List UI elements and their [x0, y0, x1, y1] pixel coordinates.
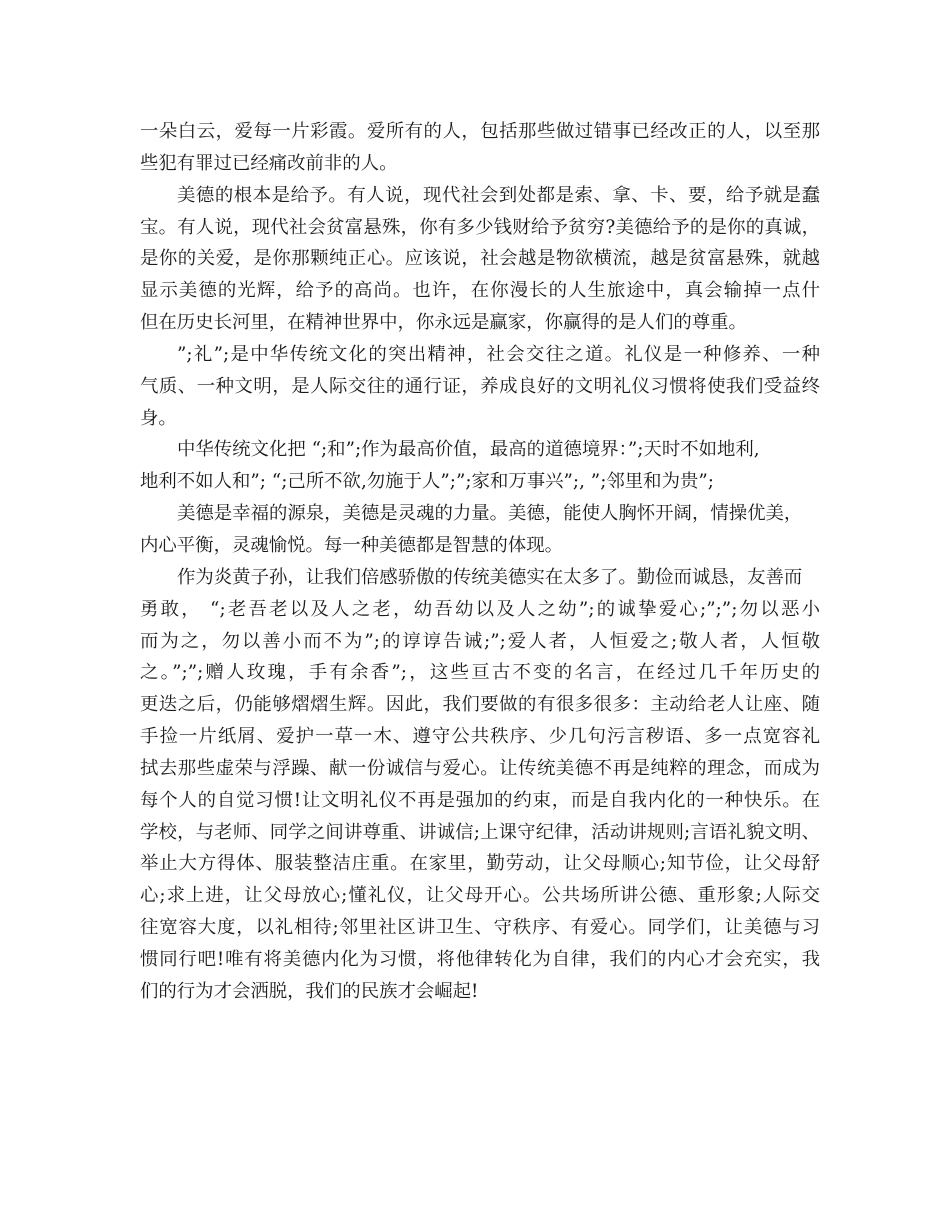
- document-body: [140, 116, 820, 1008]
- text-line: 中华传统文化把 “;和”;作为最高价值，最高的道德境界：”;天时不如地利,: [177, 439, 760, 461]
- text-line: ”;礼”;是中华传统文化的突出精神，社会交往之道。礼仪是一种修养、一种: [177, 343, 820, 365]
- text-line: 内心平衡，灵魂愉悦。每一种美德都是智慧的体现。: [140, 534, 563, 556]
- text-line: 但在历史长河里，在精神世界中，你永远是赢家，你赢得的是人们的尊重。: [140, 312, 747, 334]
- text-line: 一朵白云，爱每一片彩霞。爱所有的人，包括那些做过错事已经改正的人，以至那: [140, 121, 820, 142]
- text-line: 惯同行吧!唯有将美德内化为习惯，将他律转化为自律，我们的内心才会充实，我: [140, 948, 820, 970]
- text-line: 更迭之后，仍能够熠熠生辉。因此，我们要做的有很多很多：主动给老人让座、随: [140, 694, 820, 716]
- text-line: 拭去那些虚荣与浮躁、献一份诚信与爱心。让传统美德不再是纯粹的理念，而成为: [140, 757, 820, 779]
- text-line: 些犯有罪过已经痛改前非的人。: [140, 152, 398, 174]
- text-line: 手捡一片纸屑、爱护一草一木、遵守公共秩序、少几句污言秽语、多一点宽容礼: [140, 726, 820, 748]
- text-line: 之。”;”;赠人玫瑰，手有余香”;，这些亘古不变的名言，在经过几千年历史的: [140, 662, 820, 684]
- text-line: 气质、一种文明，是人际交往的通行证，养成良好的文明礼仪习惯将使我们受益终: [140, 375, 820, 397]
- text-line: 心;求上进，让父母放心;懂礼仪，让父母开心。公共场所讲公德、重形象;人际交: [140, 885, 820, 907]
- text-line: 举止大方得体、服装整洁庄重。在家里，勤劳动，让父母顺心;知节俭，让父母舒: [140, 853, 820, 875]
- text-line: 宝。有人说，现代社会贫富悬殊，你有多少钱财给予贫穷?美德给予的是你的真诚，: [140, 216, 820, 238]
- text-line: 们的行为才会洒脱，我们的民族才会崛起!: [140, 980, 479, 1002]
- text-line: 美德是幸福的源泉，美德是灵魂的力量。美德，能使人胸怀开阔，情操优美，: [177, 503, 803, 525]
- text-line: 显示美德的光辉，给予的高尚。也许，在你漫长的人生旅途中，真会输掉一点什: [140, 280, 820, 302]
- text-line: 每个人的自觉习惯!让文明礼仪不再是强加的约束，而是自我内化的一种快乐。在: [140, 789, 820, 811]
- text-line: 地利不如人和”; “;己所不欲,勿施于人”;”;家和万事兴”;, ”;邻里和为贵”;: [140, 471, 714, 493]
- text-line: 身。: [140, 407, 177, 429]
- text-line: 作为炎黄子孙，让我们倍感骄傲的传统美德实在太多了。勤俭而诚恳，友善而: [177, 566, 803, 588]
- text-line: 学校，与老师、同学之间讲尊重、讲诚信;上课守纪律，活动讲规则;言语礼貌文明、: [140, 821, 820, 843]
- text-line: 往宽容大度，以礼相待;邻里社区讲卫生、守秩序、有爱心。同学们，让美德与习: [140, 917, 820, 939]
- text-line: 是你的关爱，是你那颗纯正心。应该说，社会越是物欲横流，越是贫富悬殊，就越: [140, 248, 820, 270]
- text-line: 勇敢， “;老吾老以及人之老，幼吾幼以及人之幼”;的诚挚爱心;”;”;勿以恶小: [140, 598, 820, 620]
- text-line: 美德的根本是给予。有人说，现代社会到处都是索、拿、卡、要，给予就是蠢: [177, 184, 820, 206]
- text-line: 而为之，勿以善小而不为”;的谆谆告诫;”;爱人者，人恒爱之;敬人者，人恒敬: [140, 630, 820, 652]
